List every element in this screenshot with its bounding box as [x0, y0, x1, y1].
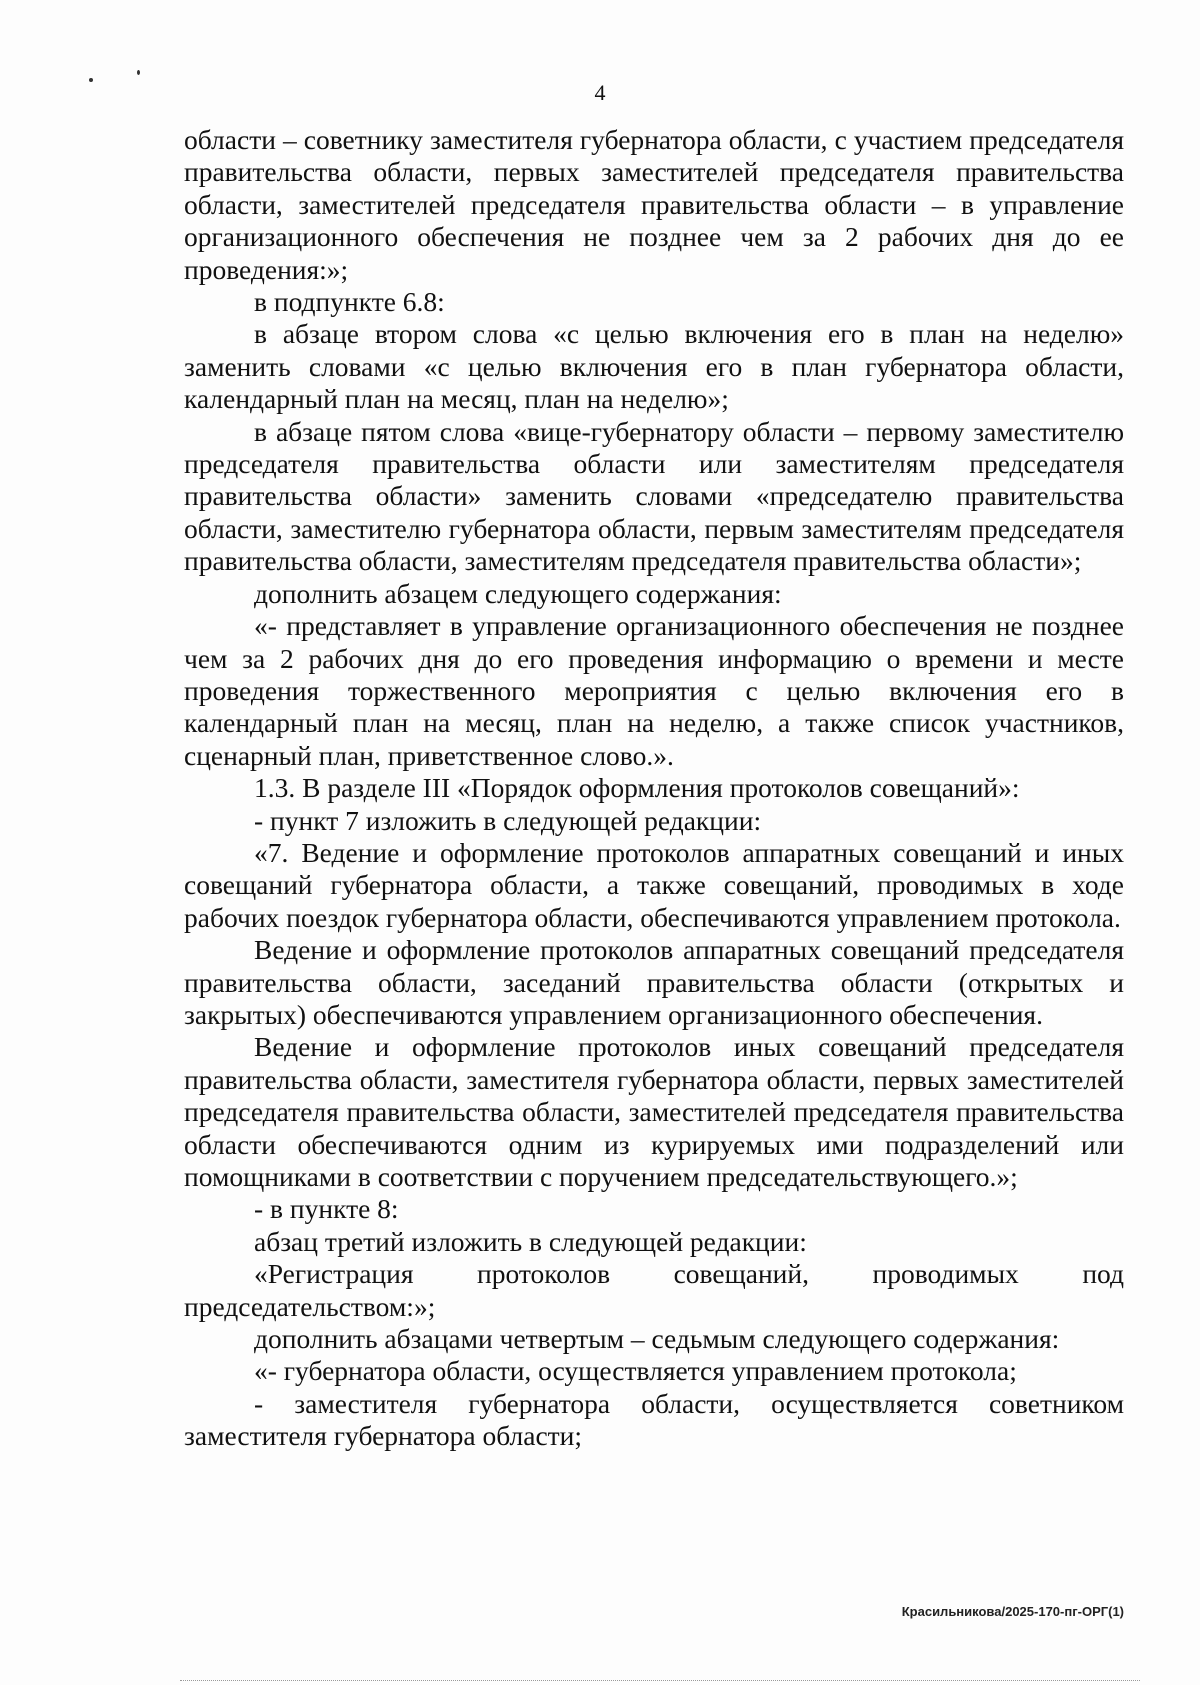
paragraph: «7. Ведение и оформление протоколов аппаратных совещаний и иных совещаний губернатора области, а также совещаний, проводимых в ходе рабочих поездок губернатора области, обеспечиваются управлением протокола.	[184, 836, 1124, 933]
paragraph: - в пункте 8:	[254, 1193, 399, 1225]
document-body	[184, 124, 1124, 1453]
page-number: 4	[594, 80, 606, 105]
paragraph: в абзаце втором слова «с целью включения его в план на неделю» заменить словами «с целью включения его в план губернатора области, календарный план на месяц, план на неделю»;	[184, 318, 1124, 415]
paragraph: «- губернатора области, осуществляется управлением протокола;	[254, 1355, 1017, 1387]
paragraph: в абзаце пятом слова «вице-губернатору области – первому заместителю председателя правительства области или заместителям председателя правительства области» заменить словами «председателю правительства области, заместителю губернатора области, первым заместителям председателя правительства области, заместителям председателя правительства области»;	[184, 415, 1124, 577]
paragraph: «Регистрация протоколов совещаний, проводимых под председательством:»;	[184, 1258, 1124, 1322]
paragraph: дополнить абзацами четвертым – седьмым следующего содержания:	[254, 1323, 1060, 1355]
paragraph: области – советнику заместителя губернатора области, с участием председателя правительства области, первых заместителей председателя правительства области, заместителей председателя правительства области – в управление организационного обеспечения не позднее чем за 2 рабочих дня до ее проведения:»;	[184, 124, 1124, 285]
paragraph: абзац третий изложить в следующей редакции:	[254, 1225, 807, 1257]
paragraph: в подпункте 6.8:	[254, 286, 445, 318]
scan-edge-line	[180, 1680, 1140, 1682]
paragraph: «- представляет в управление организационного обеспечения не позднее чем за 2 рабочих дня до его проведения информацию о времени и месте проведения торжественного мероприятия с целью включения его в календарный план на месяц, план на неделю, а также список участников, сценарный план, приветственное слово.».	[184, 610, 1124, 771]
section-heading: 1.3. В разделе III «Порядок оформления протоколов совещаний»:	[254, 772, 1020, 804]
paragraph: - пункт 7 изложить в следующей редакции:	[254, 804, 762, 836]
paragraph: Ведение и оформление протоколов аппаратных совещаний председателя правительства области, заседаний правительства области (открытых и закрытых) обеспечиваются управлением организационного обеспечения.	[184, 934, 1124, 1030]
document-registration-code: Красильникова/2025-170-пг-ОРГ(1)	[901, 1604, 1124, 1619]
paragraph: - заместителя губернатора области, осуществляется советником заместителя губернатора области;	[184, 1387, 1124, 1452]
paragraph: Ведение и оформление протоколов иных совещаний председателя правительства области, заместителя губернатора области, первых заместителей председателя правительства области, заместителей председателя правительства области обеспечиваются одним из курируемых ими подразделений или помощниками в соответствии с поручением председательствующего.»;	[184, 1031, 1124, 1192]
scan-speck	[137, 70, 140, 75]
paragraph: дополнить абзацем следующего содержания:	[254, 577, 782, 609]
